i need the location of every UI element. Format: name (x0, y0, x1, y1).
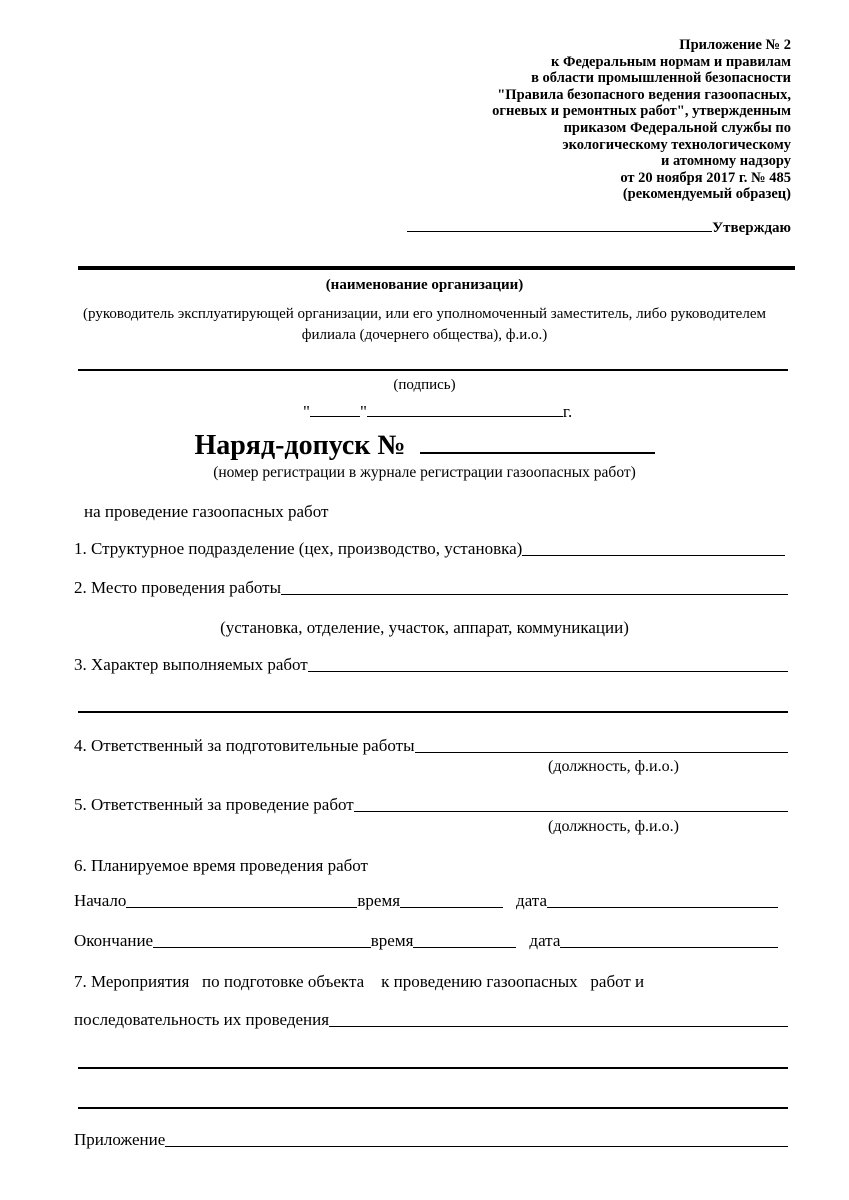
schedule-end-label: Окончание (74, 931, 154, 950)
schedule-date-label: дата (529, 931, 561, 950)
field-work-nature-label: 3. Характер выполняемых работ (74, 655, 308, 674)
work-nature-input-line-2[interactable] (78, 711, 788, 713)
execution-responsible-input-line[interactable] (354, 811, 788, 812)
schedule-date-label: дата (516, 891, 547, 910)
approval-date-row (303, 402, 572, 421)
regulation-line: экологическому технологическому (562, 136, 791, 153)
preparation-responsible-caption: (должность, ф.и.о.) (548, 758, 679, 775)
signature-caption: (подпись) (393, 377, 456, 393)
regulation-line: в области промышленной безопасности (531, 70, 791, 87)
schedule-row-start (74, 891, 778, 910)
organization-name-caption: (наименование организации) (325, 277, 524, 293)
work-place-input-line[interactable] (281, 594, 788, 595)
regulation-line: от 20 ноября 2017 г. № 485 (620, 169, 791, 186)
execution-responsible-caption: (должность, ф.и.о.) (548, 818, 679, 835)
date-day-blank[interactable] (310, 416, 360, 417)
field-preparation-measures-line2 (74, 1010, 788, 1029)
regulation-line: "Правила безопасного ведения газоопасных, (497, 86, 791, 103)
field-preparation-responsible-label: 4. Ответственный за подготовительные работы (74, 736, 415, 755)
field-structural-unit-label: 1. Структурное подразделение (цех, производство, установка) (74, 539, 523, 558)
organization-head-caption (0, 304, 849, 346)
organization-head-caption-line2: филиала (дочернего общества), ф.и.о.) (301, 327, 548, 343)
end-date-input-line[interactable] (560, 947, 778, 948)
field-work-place (74, 578, 788, 597)
document-title-row (0, 430, 849, 462)
regulation-line: и атомному надзору (661, 153, 791, 170)
field-attachment (74, 1130, 788, 1149)
date-close-quote: " (359, 402, 367, 421)
field-planned-time-label: 6. Планируемое время проведения работ (74, 856, 368, 875)
schedule-time-label: время (370, 931, 414, 950)
document-title-caption: (номер регистрации в журнале регистрации газоопасных работ) (213, 464, 636, 481)
end-time-input-line[interactable] (413, 947, 516, 948)
regulation-line: Приложение № 2 (679, 37, 791, 53)
date-month-year-blank[interactable] (367, 416, 563, 417)
preparation-measures-input-line-2[interactable] (78, 1067, 788, 1069)
work-place-caption: (установка, отделение, участок, аппарат, коммуникации) (220, 618, 629, 637)
document-subtitle: на проведение газоопасных работ (84, 502, 329, 521)
field-preparation-measures-label: последовательность их проведения (74, 1010, 330, 1029)
field-execution-responsible-label: 5. Ответственный за проведение работ (74, 795, 354, 814)
regulation-line: огневых и ремонтных работ", утвержденным (492, 103, 791, 120)
organization-head-caption-line1: (руководитель эксплуатирующей организации, или его уполномоченный заместитель, либо руководителем (83, 306, 766, 322)
start-time-input-line[interactable] (400, 907, 503, 908)
signature-blank-line[interactable] (78, 369, 788, 371)
structural-unit-input-line[interactable] (522, 555, 785, 556)
organization-name-line[interactable] (78, 266, 795, 270)
permit-number-blank[interactable] (420, 452, 655, 454)
approve-row (300, 219, 791, 237)
approve-signature-blank[interactable] (407, 231, 712, 232)
start-value-input-line[interactable] (126, 907, 357, 908)
preparation-measures-input-line-3[interactable] (78, 1107, 788, 1109)
field-preparation-responsible (74, 736, 788, 755)
schedule-time-label: время (357, 891, 401, 910)
regulation-line: (рекомендуемый образец) (622, 186, 791, 203)
date-open-quote: " (303, 402, 310, 421)
regulation-reference-block (300, 37, 791, 203)
approve-label: Утверждаю (712, 220, 791, 236)
field-work-place-label: 2. Место проведения работы (74, 578, 281, 597)
end-value-input-line[interactable] (153, 947, 371, 948)
attachment-input-line[interactable] (165, 1146, 788, 1147)
schedule-row-end (74, 931, 778, 950)
schedule-start-label: Начало (74, 891, 127, 910)
field-execution-responsible (74, 795, 788, 814)
preparation-measures-input-line[interactable] (329, 1026, 788, 1027)
preparation-responsible-input-line[interactable] (415, 752, 789, 753)
work-nature-input-line[interactable] (308, 671, 788, 672)
date-year-suffix: г. (562, 402, 573, 421)
field-work-nature (74, 655, 788, 674)
regulation-line: к Федеральным нормам и правилам (551, 53, 791, 70)
regulation-line: приказом Федеральной службы по (563, 119, 791, 136)
document-title: Наряд-допуск № (194, 430, 406, 461)
field-attachment-label: Приложение (74, 1130, 166, 1149)
start-date-input-line[interactable] (547, 907, 778, 908)
field-structural-unit (74, 539, 785, 558)
field-preparation-measures-line1: 7. Мероприятия по подготовке объекта к проведению газоопасных работ и (74, 972, 645, 991)
